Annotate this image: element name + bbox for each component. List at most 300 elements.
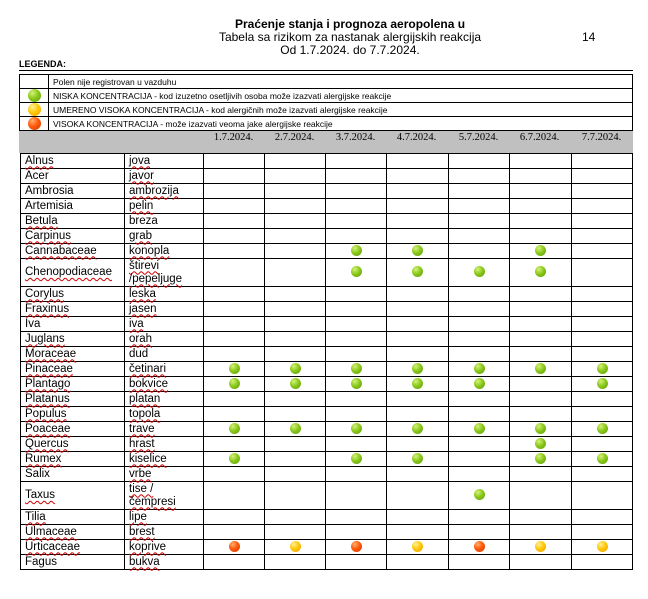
day-cell <box>387 259 449 287</box>
table-row <box>21 437 633 452</box>
latin-name: Artemisia <box>25 199 73 212</box>
day-cell <box>387 467 449 482</box>
day-cell <box>510 214 572 229</box>
latin-name: Salix <box>25 467 50 480</box>
day-cell <box>265 214 326 229</box>
day-cell <box>449 169 510 184</box>
day-cell <box>449 259 510 287</box>
day-cell <box>204 347 265 362</box>
day-cell <box>449 452 510 467</box>
day-cell <box>265 510 326 525</box>
table-row <box>21 525 633 540</box>
day-cell <box>387 482 449 510</box>
day-cell <box>387 244 449 259</box>
local-name: konopla <box>129 244 170 257</box>
local-name-cell <box>125 229 204 244</box>
local-name: grab <box>129 229 153 242</box>
legend-divider <box>19 70 633 71</box>
day-cell <box>387 452 449 467</box>
day-cell <box>572 184 633 199</box>
day-cell <box>449 540 510 555</box>
day-cell <box>265 302 326 317</box>
local-name-cell <box>125 169 204 184</box>
latin-name-cell <box>21 525 125 540</box>
day-cell <box>510 302 572 317</box>
latin-name-cell <box>21 169 125 184</box>
local-name-cell <box>125 452 204 467</box>
day-cell <box>510 407 572 422</box>
table-row <box>21 317 633 332</box>
day-cell <box>449 437 510 452</box>
green-dot-icon <box>412 363 423 374</box>
latin-name: Iva <box>25 317 41 330</box>
day-cell <box>265 407 326 422</box>
day-cell <box>510 555 572 570</box>
day-cell <box>326 482 387 510</box>
latin-name-cell <box>21 244 125 259</box>
day-cell <box>387 525 449 540</box>
day-cell <box>387 347 449 362</box>
local-name: dud <box>129 347 149 360</box>
day-cell <box>326 555 387 570</box>
day-cell <box>572 467 633 482</box>
day-cell <box>387 199 449 214</box>
day-cell <box>510 525 572 540</box>
green-dot-icon <box>597 453 608 464</box>
orange-dot-icon <box>28 117 41 130</box>
day-cell <box>572 244 633 259</box>
local-name-cell <box>125 437 204 452</box>
table-row <box>21 482 633 510</box>
day-cell <box>449 510 510 525</box>
table-row <box>21 422 633 437</box>
local-name: kiselice <box>129 452 167 465</box>
day-cell <box>265 184 326 199</box>
green-dot-icon <box>535 438 546 449</box>
day-cell <box>326 154 387 169</box>
latin-name-cell <box>21 199 125 214</box>
day-cell <box>572 525 633 540</box>
day-cell <box>326 332 387 347</box>
table-row <box>21 302 633 317</box>
day-cell <box>326 199 387 214</box>
yellow-dot-icon <box>597 541 608 552</box>
day-cell <box>572 540 633 555</box>
green-dot-icon <box>351 378 362 389</box>
table-row <box>21 214 633 229</box>
local-name-cell <box>125 317 204 332</box>
day-cell <box>572 199 633 214</box>
day-cell <box>387 555 449 570</box>
day-cell <box>265 437 326 452</box>
day-cell <box>326 377 387 392</box>
day-cell <box>510 422 572 437</box>
page-title: Praćenje stanja i prognoza aeropolena u <box>234 17 466 31</box>
day-cell <box>326 510 387 525</box>
day-cell <box>510 332 572 347</box>
green-dot-icon <box>474 266 485 277</box>
green-dot-icon <box>474 363 485 374</box>
table-row <box>21 332 633 347</box>
local-name: platan <box>129 392 161 405</box>
day-cell <box>510 287 572 302</box>
page-subtitle: Tabela sa rizikom za nastanak alergijskih reakcija <box>218 30 482 44</box>
legend-icon-cell <box>20 103 49 117</box>
day-cell <box>449 332 510 347</box>
latin-name-cell <box>21 287 125 302</box>
date-header: 6.7.2024. <box>519 132 560 143</box>
day-cell <box>204 452 265 467</box>
local-name: topola <box>129 407 161 420</box>
day-cell <box>326 437 387 452</box>
period-label: Od 1.7.2024. do 7.7.2024. <box>280 43 420 57</box>
local-name-cell <box>125 555 204 570</box>
latin-name-cell <box>21 452 125 467</box>
table-row <box>21 392 633 407</box>
day-cell <box>387 437 449 452</box>
day-cell <box>265 525 326 540</box>
day-cell <box>326 229 387 244</box>
day-cell <box>326 540 387 555</box>
local-name-cell <box>125 347 204 362</box>
day-cell <box>326 392 387 407</box>
yellow-dot-icon <box>535 541 546 552</box>
day-cell <box>572 259 633 287</box>
local-name: lipe <box>129 510 147 523</box>
pollen-table <box>20 153 633 570</box>
latin-name: Quercus <box>25 437 69 450</box>
green-dot-icon <box>412 423 423 434</box>
latin-name-cell <box>21 259 125 287</box>
table-row <box>21 452 633 467</box>
local-name: javor <box>129 169 154 182</box>
day-cell <box>449 229 510 244</box>
legend-label: LEGENDA: <box>19 59 66 69</box>
table-row <box>21 287 633 302</box>
legend-row-green <box>20 89 633 103</box>
day-cell <box>326 347 387 362</box>
local-name-cell <box>125 199 204 214</box>
day-cell <box>204 214 265 229</box>
legend-text: VISOKA KONCENTRACIJA - može izazvati veoma jake alergijske reakcije <box>49 117 633 131</box>
day-cell <box>572 169 633 184</box>
latin-name-cell <box>21 540 125 555</box>
date-header: 1.7.2024. <box>213 132 254 143</box>
local-name-cell <box>125 214 204 229</box>
latin-name-cell <box>21 392 125 407</box>
day-cell <box>449 184 510 199</box>
latin-name-cell <box>21 377 125 392</box>
green-dot-icon <box>412 378 423 389</box>
table-row <box>21 154 633 169</box>
day-cell <box>204 199 265 214</box>
green-dot-icon <box>412 245 423 256</box>
legend-row-yellow <box>20 103 633 117</box>
latin-name: Alnus <box>25 154 54 167</box>
local-name-cell <box>125 362 204 377</box>
day-cell <box>265 347 326 362</box>
legend-icon-cell <box>20 117 49 131</box>
green-dot-icon <box>351 245 362 256</box>
legend-text: UMERENO VISOKA KONCENTRACIJA - kod alergičnih može izazvati alergijske reakcije <box>49 103 633 117</box>
day-cell <box>510 452 572 467</box>
day-cell <box>326 214 387 229</box>
local-name: breza <box>129 214 158 227</box>
day-cell <box>387 392 449 407</box>
day-cell <box>510 244 572 259</box>
title-block <box>180 18 520 57</box>
latin-name-cell <box>21 482 125 510</box>
table-row <box>21 199 633 214</box>
latin-name: Betula <box>25 214 58 227</box>
orange-dot-icon <box>229 541 240 552</box>
day-cell <box>204 184 265 199</box>
day-cell <box>204 317 265 332</box>
day-cell <box>449 407 510 422</box>
orange-dot-icon <box>474 541 485 552</box>
latin-name-cell <box>21 437 125 452</box>
day-cell <box>572 362 633 377</box>
day-cell <box>265 229 326 244</box>
table-row <box>21 362 633 377</box>
day-cell <box>572 407 633 422</box>
day-cell <box>265 377 326 392</box>
green-dot-icon <box>474 489 485 500</box>
day-cell <box>204 422 265 437</box>
day-cell <box>387 154 449 169</box>
day-cell <box>265 540 326 555</box>
local-name-cell <box>125 407 204 422</box>
day-cell <box>510 362 572 377</box>
day-cell <box>387 287 449 302</box>
day-cell <box>572 555 633 570</box>
day-cell <box>265 317 326 332</box>
green-dot-icon <box>290 378 301 389</box>
table-row <box>21 540 633 555</box>
green-dot-icon <box>351 423 362 434</box>
local-name-cell <box>125 287 204 302</box>
green-dot-icon <box>229 378 240 389</box>
day-cell <box>387 540 449 555</box>
day-cell <box>204 287 265 302</box>
local-name-cell <box>125 332 204 347</box>
latin-name: Pinaceae <box>25 362 73 375</box>
day-cell <box>510 184 572 199</box>
day-cell <box>265 392 326 407</box>
day-cell <box>572 229 633 244</box>
day-cell <box>510 540 572 555</box>
day-cell <box>265 422 326 437</box>
green-dot-icon <box>28 89 41 102</box>
date-header: 2.7.2024. <box>274 132 315 143</box>
day-cell <box>449 214 510 229</box>
day-cell <box>326 525 387 540</box>
day-cell <box>265 244 326 259</box>
day-cell <box>204 407 265 422</box>
day-cell <box>204 437 265 452</box>
day-cell <box>572 482 633 510</box>
day-cell <box>572 287 633 302</box>
day-cell <box>204 467 265 482</box>
day-cell <box>449 467 510 482</box>
latin-name: Plantago <box>25 377 71 390</box>
day-cell <box>204 169 265 184</box>
table-row <box>21 467 633 482</box>
legend-icon-cell <box>20 75 49 89</box>
day-cell <box>572 437 633 452</box>
green-dot-icon <box>351 363 362 374</box>
day-cell <box>572 154 633 169</box>
latin-name: Populus <box>25 407 67 420</box>
latin-name-cell <box>21 407 125 422</box>
local-name: bukva <box>129 555 160 568</box>
local-name-cell <box>125 467 204 482</box>
day-cell <box>449 362 510 377</box>
date-header: 4.7.2024. <box>396 132 437 143</box>
day-cell <box>204 332 265 347</box>
orange-dot-icon <box>351 541 362 552</box>
green-dot-icon <box>290 423 301 434</box>
day-cell <box>326 259 387 287</box>
day-cell <box>326 244 387 259</box>
day-cell <box>510 482 572 510</box>
day-cell <box>326 317 387 332</box>
latin-name: Taxus <box>25 489 56 501</box>
day-cell <box>510 199 572 214</box>
day-cell <box>449 199 510 214</box>
table-row <box>21 259 633 287</box>
local-name-cell <box>125 540 204 555</box>
day-cell <box>204 482 265 510</box>
latin-name: Fagus <box>25 555 57 568</box>
day-cell <box>572 302 633 317</box>
local-name-cell <box>125 244 204 259</box>
green-dot-icon <box>290 363 301 374</box>
latin-name: Moraceae <box>25 347 77 360</box>
day-cell <box>449 244 510 259</box>
day-cell <box>265 482 326 510</box>
day-cell <box>204 302 265 317</box>
latin-name: Tilia <box>25 510 46 523</box>
green-dot-icon <box>535 266 546 277</box>
local-name-cell <box>125 422 204 437</box>
green-dot-icon <box>535 363 546 374</box>
day-cell <box>510 317 572 332</box>
green-dot-icon <box>597 378 608 389</box>
local-name-cell <box>125 482 204 510</box>
latin-name-cell <box>21 302 125 317</box>
latin-name: Urticaceae <box>25 540 80 553</box>
day-cell <box>387 302 449 317</box>
day-cell <box>265 332 326 347</box>
day-cell <box>572 377 633 392</box>
page-number: 14 <box>582 30 596 44</box>
green-dot-icon <box>474 378 485 389</box>
day-cell <box>326 362 387 377</box>
day-cell <box>265 169 326 184</box>
latin-name: Acer <box>25 169 49 182</box>
day-cell <box>510 259 572 287</box>
day-cell <box>510 437 572 452</box>
day-cell <box>326 287 387 302</box>
day-cell <box>204 244 265 259</box>
day-cell <box>510 229 572 244</box>
day-cell <box>449 347 510 362</box>
legend-icon-cell <box>20 89 49 103</box>
local-name: orah <box>129 332 153 345</box>
local-name: štirevi /pepeljuge <box>129 259 183 285</box>
day-cell <box>449 392 510 407</box>
local-name: jova <box>129 154 151 167</box>
day-cell <box>510 467 572 482</box>
day-cell <box>449 377 510 392</box>
table-row <box>21 184 633 199</box>
green-dot-icon <box>535 453 546 464</box>
day-cell <box>449 287 510 302</box>
local-name-cell <box>125 525 204 540</box>
green-dot-icon <box>535 423 546 434</box>
day-cell <box>510 169 572 184</box>
day-cell <box>326 407 387 422</box>
local-name: jasen <box>129 302 157 315</box>
local-name: ambrozija <box>129 184 179 197</box>
green-dot-icon <box>597 423 608 434</box>
legend-text: NISKA KONCENTRACIJA - kod izuzetno osetljivih osoba može izazvati alergijske reakcije <box>49 89 633 103</box>
table-row <box>21 555 633 570</box>
legend-table <box>19 74 633 131</box>
yellow-dot-icon <box>290 541 301 552</box>
table-row <box>21 229 633 244</box>
table-row <box>21 407 633 422</box>
yellow-dot-icon <box>412 541 423 552</box>
local-name-cell <box>125 154 204 169</box>
day-cell <box>510 154 572 169</box>
day-cell <box>572 317 633 332</box>
day-cell <box>387 214 449 229</box>
legend-text: Polen nije registrovan u vazduhu <box>49 75 633 89</box>
day-cell <box>572 347 633 362</box>
local-name-cell <box>125 259 204 287</box>
local-name-cell <box>125 377 204 392</box>
latin-name: Corylus <box>25 287 64 300</box>
latin-name: Chenopodiaceae <box>25 266 112 278</box>
day-cell <box>265 287 326 302</box>
table-row <box>21 510 633 525</box>
day-cell <box>387 362 449 377</box>
day-cell <box>510 392 572 407</box>
day-cell <box>265 452 326 467</box>
day-cell <box>265 362 326 377</box>
latin-name-cell <box>21 317 125 332</box>
day-cell <box>572 510 633 525</box>
day-cell <box>387 422 449 437</box>
day-cell <box>326 169 387 184</box>
table-row <box>21 169 633 184</box>
day-cell <box>204 525 265 540</box>
green-dot-icon <box>229 453 240 464</box>
day-cell <box>387 229 449 244</box>
green-dot-icon <box>351 266 362 277</box>
latin-name-cell <box>21 347 125 362</box>
local-name: koprive <box>129 540 167 553</box>
latin-name: Platanus <box>25 392 70 405</box>
green-dot-icon <box>412 266 423 277</box>
day-cell <box>326 422 387 437</box>
latin-name-cell <box>21 555 125 570</box>
latin-name-cell <box>21 467 125 482</box>
latin-name: Rumex <box>25 452 62 465</box>
green-dot-icon <box>597 363 608 374</box>
